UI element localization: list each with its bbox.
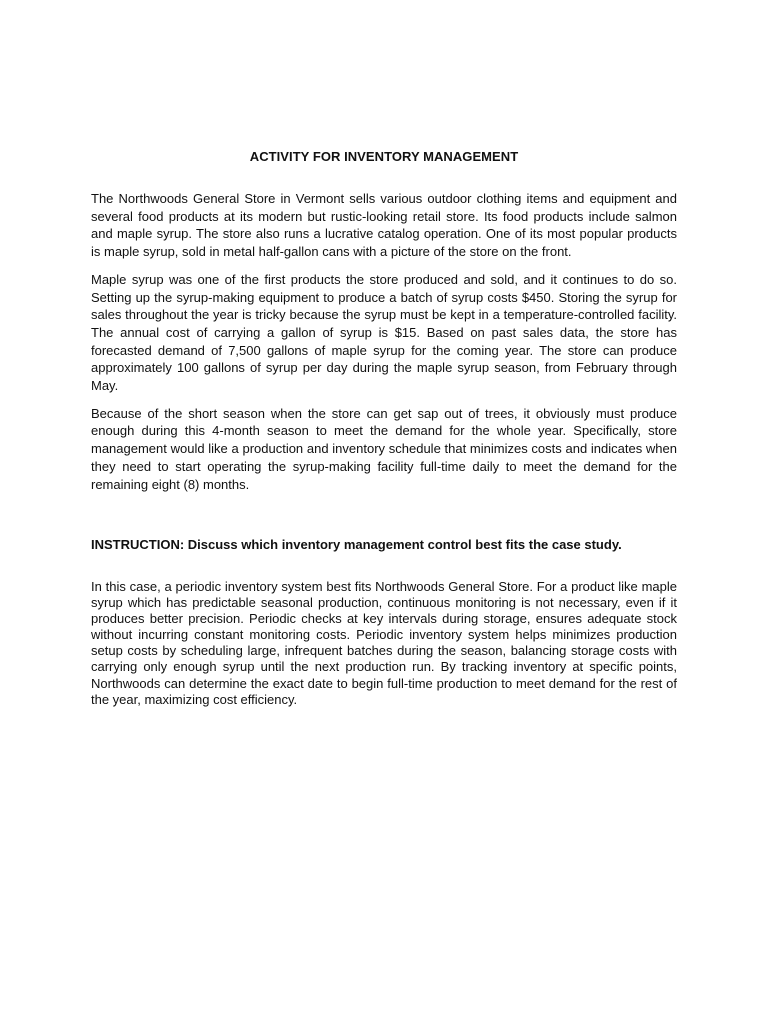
case-paragraph-3: Because of the short season when the store can get sap out of trees, it obviously must produce enough during this 4-month season to meet the demand for the whole year. Specifically, store management would like a production and inventory schedule that minimizes costs and indicates when they need to start operating the syrup-making facility full-time daily to meet the demand for the remaining eight (8) months. (91, 405, 677, 492)
document-page (91, 149, 677, 708)
instruction-heading: INSTRUCTION: Discuss which inventory management control best fits the case study. (91, 537, 622, 553)
case-paragraph-1: The Northwoods General Store in Vermont sells various outdoor clothing items and equipment and several food products at its modern but rustic-looking retail store. Its food products include salmon and maple syrup. The store also runs a lucrative catalog operation. One of its most popular products is maple syrup, sold in metal half-gallon cans with a picture of the store on the front. (91, 191, 677, 260)
answer-paragraph: In this case, a periodic inventory system best fits Northwoods General Store. For a product like maple syrup which has predictable seasonal production, continuous monitoring is not necessary, even if it produces better precision. Periodic checks at key intervals during storage, ensures adequate stock without incurring constant monitoring costs. Periodic inventory system helps minimizes production setup costs by scheduling large, infrequent batches during the season, balancing storage costs with carrying only enough syrup until the next production run. By tracking inventory at specific points, Northwoods can determine the exact date to begin full-time production to meet demand for the rest of the year, maximizing cost efficiency. (91, 578, 677, 707)
document-title: ACTIVITY FOR INVENTORY MANAGEMENT (249, 149, 519, 164)
case-paragraph-2: Maple syrup was one of the first products the store produced and sold, and it continues to do so. Setting up the syrup-making equipment to produce a batch of syrup costs $450. Storing the syrup for sales throughout the year is tricky because the syrup must be kept in a temperature-controlled facility. The annual cost of carrying a gallon of syrup is $15. Based on past sales data, the store has forecasted demand of 7,500 gallons of maple syrup for the coming year. The store can produce approximately 100 gallons of syrup per day during the maple syrup season, from February through May. (91, 271, 677, 394)
